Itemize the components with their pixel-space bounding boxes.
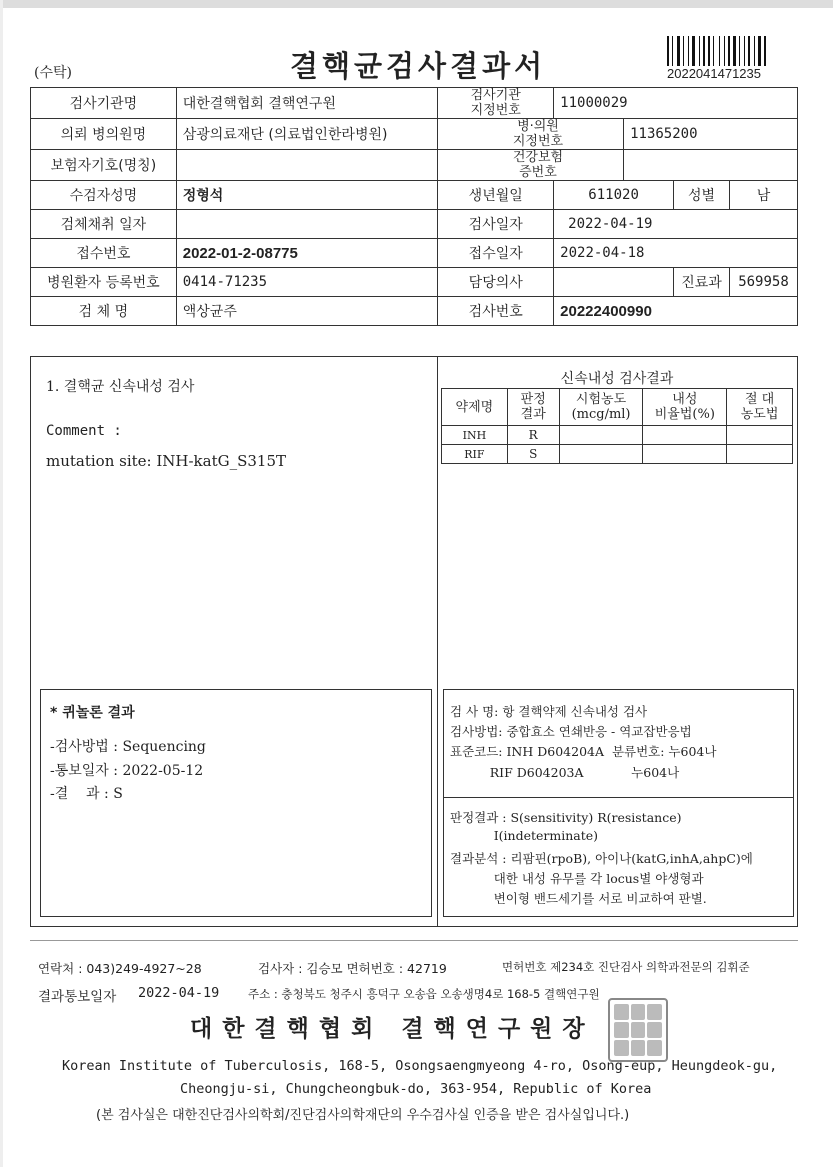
value-hospital-code: 11365200 <box>624 119 798 150</box>
official-seal <box>608 998 668 1062</box>
table-row <box>442 426 793 445</box>
label-doctor: 담당의사 <box>438 268 554 297</box>
value-doctor <box>554 268 674 297</box>
label-text: 검사기관 지정번호 <box>470 88 521 118</box>
consignment-label: (수탁) <box>34 65 72 81</box>
barcode-bar <box>667 36 669 66</box>
cell-absolute <box>727 426 793 445</box>
value-insurance-number <box>624 150 798 181</box>
page-top-edge <box>0 0 833 8</box>
table-row <box>31 297 798 326</box>
address-english-2: Cheongju-si, Chungcheongbuk-do, 363-954, Republic of Korea <box>180 1081 652 1097</box>
address-korean: 주소 : 충청북도 청주시 흥덕구 오송읍 오송생명4로 168-5 결핵연구원 <box>248 987 600 1001</box>
value-specimen: 액상균주 <box>176 297 438 326</box>
page-title: 결핵균검사결과서 <box>290 49 547 83</box>
barcode-bar <box>703 36 705 66</box>
label-test-date: 검사일자 <box>438 210 554 239</box>
header-text: 시험농도 (mcg/ml) <box>571 392 631 422</box>
info-standard-code-2: RIF D604203A 누604나 <box>450 765 680 780</box>
barcode-bar <box>685 36 687 66</box>
results-title: 신속내성 검사결과 <box>560 371 674 387</box>
mutation-site: mutation site: INH-katG_S315T <box>46 452 287 470</box>
cell-result: S <box>507 445 559 464</box>
label-insurance-number <box>438 150 624 181</box>
label-department: 진료과 <box>674 268 730 297</box>
barcode-bar <box>756 36 757 66</box>
col-header-drug <box>442 389 508 426</box>
header-text: 내성 비율법(%) <box>654 392 715 422</box>
info-divider <box>443 797 794 798</box>
tester: 검사자 : 김승모 면허번호 : 42719 <box>258 961 447 976</box>
table-row <box>442 445 793 464</box>
info-judgement: 판정결과 : S(sensitivity) R(resistance) <box>450 810 682 825</box>
institute-director: 대한결핵협회 결핵연구원장 <box>190 1016 595 1042</box>
info-analysis: 결과분석 : 리팜핀(rpoB), 아이나(katG,inhA,ahpC)에 <box>450 851 753 866</box>
barcode-bar <box>696 36 698 66</box>
barcode-bar <box>688 36 689 66</box>
barcode-bar <box>719 36 720 66</box>
quinolone-box <box>40 689 432 917</box>
barcode-image <box>667 36 781 66</box>
value-test-number: 20222400990 <box>554 297 798 326</box>
barcode-bar <box>758 36 761 66</box>
results-table <box>441 388 793 464</box>
table-header-row <box>442 389 793 426</box>
value-insurer <box>176 150 438 181</box>
value-test-date: 2022-04-19 <box>554 210 798 239</box>
info-analysis-3: 변이형 밴드세기를 서로 비교하여 판별. <box>450 891 707 906</box>
value-sex: 남 <box>729 181 797 210</box>
value-patient-id: 0414-71235 <box>176 268 438 297</box>
table-row <box>31 88 798 119</box>
barcode-bar <box>724 36 725 66</box>
label-institution-code <box>438 88 554 119</box>
quinolone-method: -검사방법 : Sequencing <box>50 739 206 755</box>
comment-label: Comment : <box>46 423 122 439</box>
barcode-bar <box>733 36 736 66</box>
label-hospital: 의뢰 병의원명 <box>31 119 177 150</box>
barcode-bar <box>741 36 743 66</box>
barcode-bar <box>701 36 702 66</box>
barcode-bar <box>744 36 745 66</box>
notify-date-label: 결과통보일자 <box>38 989 117 1005</box>
barcode-bar <box>715 36 718 66</box>
value-receipt-date: 2022-04-18 <box>554 239 798 268</box>
barcode-bar <box>692 36 695 66</box>
barcode-bar <box>754 36 755 66</box>
value-patient-name: 정형석 <box>176 181 438 210</box>
table-row <box>31 239 798 268</box>
footer-divider <box>30 940 798 941</box>
value-collection-date <box>176 210 438 239</box>
col-header-result <box>507 389 559 426</box>
patient-info-table <box>30 87 798 326</box>
contact: 연락처 : 043)249-4927~28 <box>38 961 202 976</box>
barcode-number: 2022041471235 <box>667 66 761 81</box>
header-text: 판정 결과 <box>520 392 546 422</box>
barcode-bar <box>721 36 723 66</box>
barcode-bar <box>746 36 747 66</box>
cell-concentration <box>559 445 643 464</box>
barcode-bar <box>728 36 730 66</box>
label-hospital-code <box>438 119 624 150</box>
table-row <box>31 119 798 150</box>
info-analysis-2: 대한 내성 유무를 각 locus별 야생형과 <box>450 871 704 886</box>
label-sex: 성별 <box>674 181 730 210</box>
barcode-bar <box>670 36 671 66</box>
address-english-1: Korean Institute of Tuberculosis, 168-5, Osongsaengmyeong 4-ro, Osong-eup, Heungdeok-gu, <box>62 1058 778 1074</box>
header-text: 약제명 <box>455 399 494 415</box>
label-institution: 검사기관명 <box>31 88 177 119</box>
barcode-bar <box>708 36 710 66</box>
barcode-bar <box>731 36 732 66</box>
info-standard-code: 표준코드: INH D604204A 분류번호: 누604나 <box>450 744 717 759</box>
barcode-bar <box>690 36 691 66</box>
label-patient-id: 병원환자 등록번호 <box>31 268 177 297</box>
quinolone-notify-date: -통보일자 : 2022-05-12 <box>50 763 204 779</box>
barcode-bar <box>683 36 684 66</box>
barcode-bar <box>748 36 750 66</box>
label-insurer: 보험자기호(명칭) <box>31 150 177 181</box>
cell-drug: RIF <box>442 445 508 464</box>
barcode-bar <box>699 36 700 66</box>
table-row <box>31 268 798 297</box>
label-patient-name: 수검자성명 <box>31 181 177 210</box>
cell-absolute <box>727 445 793 464</box>
cell-result: R <box>507 426 559 445</box>
barcode-bar <box>767 36 768 66</box>
cell-ratio <box>643 445 727 464</box>
label-collection-date: 검체채취 일자 <box>31 210 177 239</box>
value-birthdate: 611020 <box>554 181 674 210</box>
test-title: 1. 결핵균 신속내성 검사 <box>46 379 195 395</box>
barcode-bar <box>762 36 763 66</box>
value-department: 569958 <box>729 268 797 297</box>
barcode-bar <box>737 36 738 66</box>
barcode-bar <box>706 36 707 66</box>
label-receipt-number: 접수번호 <box>31 239 177 268</box>
barcode-bar <box>764 36 766 66</box>
header-text: 절 대 농도법 <box>740 392 779 422</box>
barcode-bar <box>681 36 682 66</box>
barcode-bar <box>674 36 676 66</box>
barcode-bar <box>713 36 714 66</box>
notify-date: 2022-04-19 <box>138 985 220 1001</box>
col-header-concentration <box>559 389 643 426</box>
label-text: 건강보험 증번호 <box>512 150 564 180</box>
col-header-absolute <box>727 389 793 426</box>
info-judgement-2: I(indeterminate) <box>450 828 599 843</box>
table-row <box>31 210 798 239</box>
barcode-bar <box>726 36 727 66</box>
quinolone-result: -결 과 : S <box>50 786 123 802</box>
barcode-bar <box>677 36 680 66</box>
info-test-name: 검 사 명: 항 결핵약제 신속내성 검사 <box>450 704 648 719</box>
label-specimen: 검 체 명 <box>31 297 177 326</box>
value-hospital: 삼광의료재단 (의료법인한라병원) <box>176 119 438 150</box>
label-birthdate: 생년월일 <box>438 181 554 210</box>
table-row <box>31 181 798 210</box>
table-row <box>31 150 798 181</box>
label-receipt-date: 접수일자 <box>438 239 554 268</box>
barcode-bar <box>751 36 753 66</box>
barcode-bar <box>672 36 673 66</box>
label-test-number: 검사번호 <box>438 297 554 326</box>
section-divider <box>437 356 438 927</box>
cell-drug: INH <box>442 426 508 445</box>
barcode-bar <box>711 36 712 66</box>
label-text: 병·의원 지정번호 <box>512 119 564 149</box>
cell-ratio <box>643 426 727 445</box>
value-receipt-number: 2022-01-2-08775 <box>176 239 438 268</box>
cell-concentration <box>559 426 643 445</box>
quinolone-title: * 퀴놀론 결과 <box>50 705 135 721</box>
value-institution-code: 11000029 <box>554 88 798 119</box>
value-institution: 대한결핵협회 결핵연구원 <box>176 88 438 119</box>
certification-note: (본 검사실은 대한진단검사의학회/진단검사의학재단의 우수검사실 인증을 받은 검사실입니다.) <box>96 1108 630 1123</box>
info-test-method: 검사방법: 중합효소 연쇄반응 - 역교잡반응법 <box>450 724 692 739</box>
license-info: 면허번호 제234호 진단검사 의학과전문의 김휘준 <box>502 960 750 974</box>
col-header-ratio <box>643 389 727 426</box>
barcode-bar <box>739 36 740 66</box>
page-left-edge <box>0 0 3 1167</box>
